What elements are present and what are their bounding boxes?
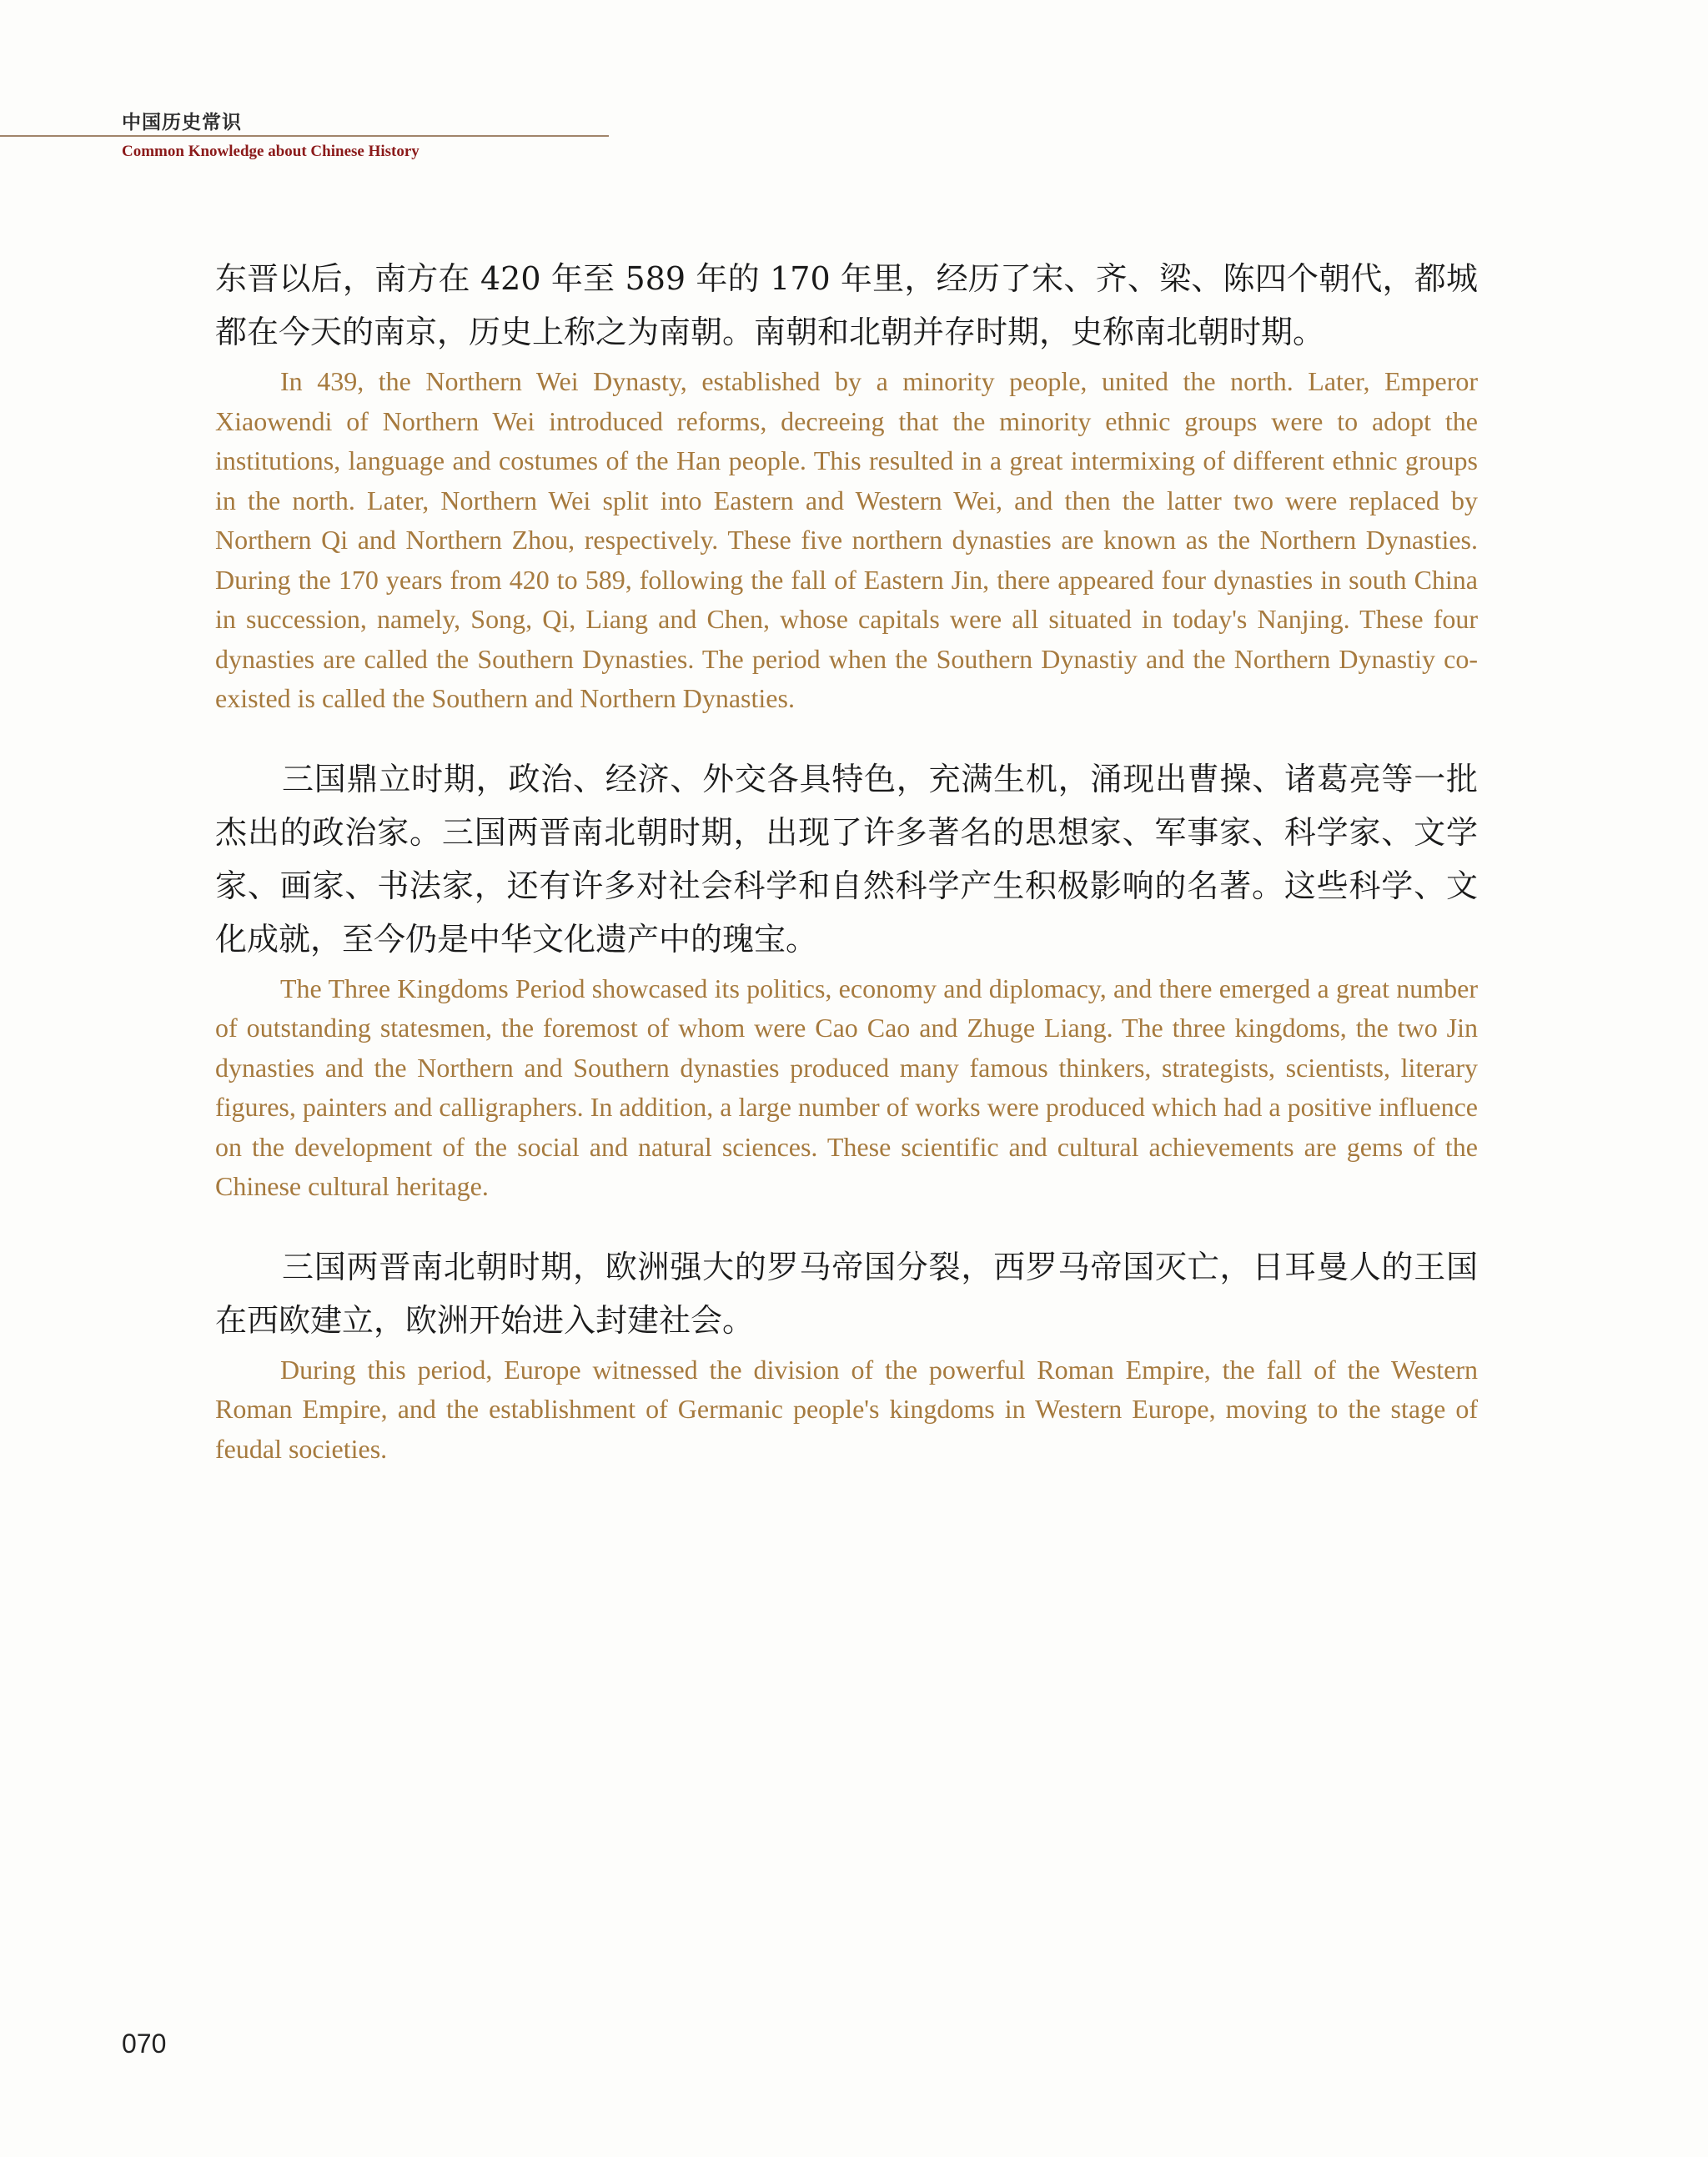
paragraph-cn-2: 三国鼎立时期，政治、经济、外交各具特色，充满生机，涌现出曹操、诸葛亮等一批杰出的政治家。三国两晋南北朝时期，出现了许多著名的思想家、军事家、科学家、文学家、画家、书法家，还有许多对社会科学和自然科学产生积极影响的名著。这些科学、文化成就，至今仍是中华文化遗产中的瑰宝。: [215, 760, 1478, 958]
page-number: 070: [122, 2029, 167, 2059]
header-rule: [0, 135, 609, 137]
running-header-title-cn: 中国历史常识: [122, 111, 242, 133]
paragraph-en-1: In 439, the Northern Wei Dynasty, established by a minority people, united the north. Later, Emperor Xiaowendi of Northern Wei introduced reforms, decreeing that the minority ethnic groups were to adopt the institutions, language and costumes of the Han people. This resulted in a great intermixing of different ethnic groups in the north. Later, Northern Wei split into Eastern and Western Wei, and then the latter two were replaced by Northern Qi and Northern Zhou, respectively. These five northern dynasties are known as the Northern Dynasties. During the 170 years from 420 to 589, following the fall of Eastern Jin, there appeared four dynasties in south China in succession, namely, Song, Qi, Liang and Chen, whose capitals were all situated in today's Nanjing. These four dynasties are called the Southern Dynasties. The period when the Southern Dynastiy and the Northern Dynastiy co-existed is called the Southern and Northern Dynasties.: [215, 366, 1478, 713]
paragraph-cn-3: 三国两晋南北朝时期，欧洲强大的罗马帝国分裂，西罗马帝国灭亡，日耳曼人的王国在西欧建立，欧洲开始进入封建社会。: [215, 1248, 1478, 1339]
running-header-title-en: Common Knowledge about Chinese History: [122, 143, 419, 160]
paragraph-cn-1: 东晋以后，南方在 420 年至 589 年的 170 年里，经历了宋、齐、梁、陈四个朝代，都城都在今天的南京，历史上称之为南朝。南朝和北朝并存时期，史称南北朝时期。: [215, 260, 1478, 350]
paragraph-en-2: The Three Kingdoms Period showcased its politics, economy and diplomacy, and there emerged a great number of outstanding statesmen, the foremost of whom were Cao Cao and Zhuge Liang. The three kingdoms, the two Jin dynasties and the Northern and Southern dynasties produced many famous thinkers, strategists, scientists, literary figures, painters and calligraphers. In addition, a large number of works were produced which had a positive influence on the development of the social and natural sciences. These scientific and cultural achievements are gems of the Chinese cultural heritage.: [215, 973, 1478, 1201]
page-content: [215, 252, 1478, 1469]
paragraph-en-3: During this period, Europe witnessed the division of the powerful Roman Empire, the fall of the Western Roman Empire, and the establishment of Germanic people's kingdoms in Western Europe, moving to the stage of feudal societies.: [215, 1354, 1478, 1464]
